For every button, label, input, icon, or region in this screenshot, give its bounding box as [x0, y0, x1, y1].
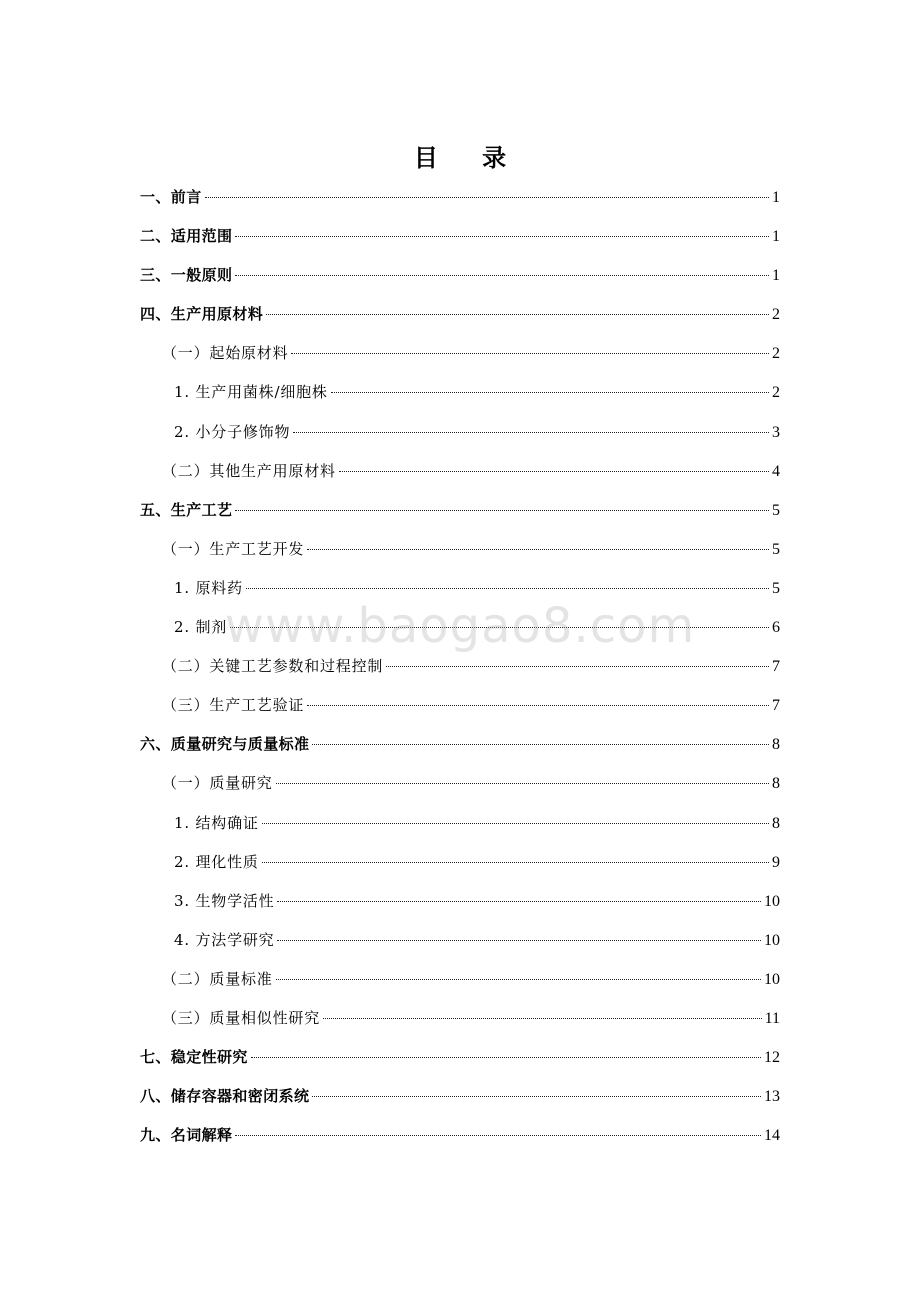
toc-entry[interactable]: [140, 1077, 780, 1116]
toc-entry-label: 1. 结构确证: [174, 813, 259, 832]
toc-entry-page-number: 5: [772, 540, 780, 558]
toc-entry-page-number: 8: [772, 775, 780, 793]
toc-entry[interactable]: [140, 686, 780, 725]
dot-leader: [331, 392, 769, 393]
dot-leader: [276, 979, 761, 980]
toc-entry-label: 1. 原料药: [174, 578, 243, 597]
toc-entry-label: （三）生产工艺验证: [162, 696, 305, 715]
dot-leader: [262, 823, 769, 824]
toc-entry-page-number: 1: [772, 267, 780, 285]
toc-entry-label: 1. 生产用菌株/细胞株: [174, 383, 328, 402]
toc-entry[interactable]: [140, 999, 780, 1038]
toc-entry[interactable]: [140, 217, 780, 256]
toc-entry-page-number: 11: [764, 1009, 780, 1027]
toc-entry-label: 2. 理化性质: [174, 852, 259, 871]
toc-entry[interactable]: [140, 530, 780, 569]
toc-entry[interactable]: [140, 960, 780, 999]
toc-entry-page-number: 12: [764, 1049, 780, 1067]
toc-entry[interactable]: [140, 373, 780, 412]
dot-leader: [291, 353, 769, 354]
toc-entry[interactable]: [140, 608, 780, 647]
toc-entry-label: 一、前言: [140, 188, 202, 206]
toc-entry-page-number: 5: [772, 501, 780, 519]
toc-entry[interactable]: [140, 764, 780, 803]
toc-entry-page-number: 8: [772, 736, 780, 754]
toc-entry-label: （二）其他生产用原材料: [162, 461, 336, 480]
dot-leader: [251, 1057, 761, 1058]
toc-entry-label: 九、名词解释: [140, 1126, 233, 1145]
toc-entry[interactable]: [140, 452, 780, 491]
dot-leader: [235, 275, 769, 276]
toc-entry-page-number: 9: [772, 853, 780, 871]
dot-leader: [262, 862, 769, 863]
dot-leader: [246, 588, 769, 589]
toc-entry-label: 3. 生物学活性: [174, 891, 275, 910]
toc-entry-page-number: 1: [772, 228, 780, 246]
toc-entry[interactable]: [140, 178, 780, 217]
toc-entry[interactable]: [140, 921, 780, 960]
dot-leader: [230, 627, 769, 628]
toc-entry-page-number: 5: [772, 579, 780, 597]
page-title: 目 录: [413, 144, 525, 172]
dot-leader: [312, 744, 769, 745]
dot-leader: [307, 549, 769, 550]
toc-entry[interactable]: [140, 804, 780, 843]
dot-leader: [205, 197, 769, 198]
toc-entry-page-number: 10: [764, 970, 780, 988]
dot-leader: [276, 783, 769, 784]
toc-entry-label: （一）起始原材料: [162, 344, 289, 363]
toc-entry-label: （二）关键工艺参数和过程控制: [162, 657, 384, 676]
toc-entry-page-number: 10: [764, 931, 780, 949]
dot-leader: [307, 705, 769, 706]
dot-leader: [235, 236, 769, 237]
toc-entry-label: （一）质量研究: [162, 774, 273, 793]
toc-entry[interactable]: [140, 569, 780, 608]
toc-entry-label: 4. 方法学研究: [174, 930, 275, 949]
toc-entry-label: （三）质量相似性研究: [162, 1008, 321, 1027]
toc-entry-label: 2. 小分子修饰物: [174, 422, 291, 441]
toc-entry-page-number: 1: [772, 189, 780, 206]
watermark: www.baogao8.com: [224, 598, 696, 654]
toc-entry-page-number: 8: [772, 814, 780, 832]
toc-entry-label: 二、适用范围: [140, 227, 233, 246]
toc-entry-page-number: 10: [764, 892, 780, 910]
toc-entry[interactable]: [140, 647, 780, 686]
toc-entry-page-number: 2: [772, 306, 780, 324]
toc-entry-page-number: 7: [772, 697, 780, 715]
toc-entry-page-number: 6: [772, 619, 780, 637]
toc-entry[interactable]: [140, 256, 780, 295]
toc-entry-label: （一）生产工艺开发: [162, 539, 305, 558]
dot-leader: [339, 471, 769, 472]
toc-entry-page-number: 3: [772, 423, 780, 441]
toc-entry-page-number: 2: [772, 345, 780, 363]
toc-entry-label: 三、一般原则: [140, 266, 233, 285]
dot-leader: [277, 940, 761, 941]
toc-entry-page-number: 7: [772, 658, 780, 676]
toc-entry-label: 五、生产工艺: [140, 500, 233, 519]
toc-entry[interactable]: [140, 843, 780, 882]
toc-entry-label: 七、稳定性研究: [140, 1048, 248, 1067]
dot-leader: [266, 314, 769, 315]
toc-entry-label: 八、储存容器和密闭系统: [140, 1087, 310, 1106]
toc-entry-label: 2. 制剂: [174, 618, 228, 637]
toc-entry[interactable]: [140, 334, 780, 373]
toc-entry[interactable]: [140, 1038, 780, 1077]
table-of-contents: [140, 178, 780, 1155]
toc-entry[interactable]: [140, 882, 780, 921]
dot-leader: [277, 901, 761, 902]
dot-leader: [235, 510, 769, 511]
dot-leader: [312, 1096, 761, 1097]
toc-entry[interactable]: [140, 413, 780, 452]
dot-leader: [323, 1018, 762, 1019]
dot-leader: [386, 666, 769, 667]
dot-leader: [235, 1135, 761, 1136]
toc-entry-page-number: 2: [772, 384, 780, 402]
toc-entry-page-number: 13: [764, 1088, 780, 1106]
toc-entry-label: 六、质量研究与质量标准: [140, 735, 310, 754]
toc-entry-label: （二）质量标准: [162, 969, 273, 988]
toc-entry[interactable]: [140, 491, 780, 530]
toc-entry-page-number: 4: [772, 462, 780, 480]
toc-entry-page-number: 14: [764, 1127, 780, 1145]
toc-entry[interactable]: [140, 1116, 780, 1155]
toc-entry[interactable]: [140, 725, 780, 764]
toc-entry-label: 四、生产用原材料: [140, 305, 264, 324]
dot-leader: [293, 432, 769, 433]
toc-entry[interactable]: [140, 295, 780, 334]
